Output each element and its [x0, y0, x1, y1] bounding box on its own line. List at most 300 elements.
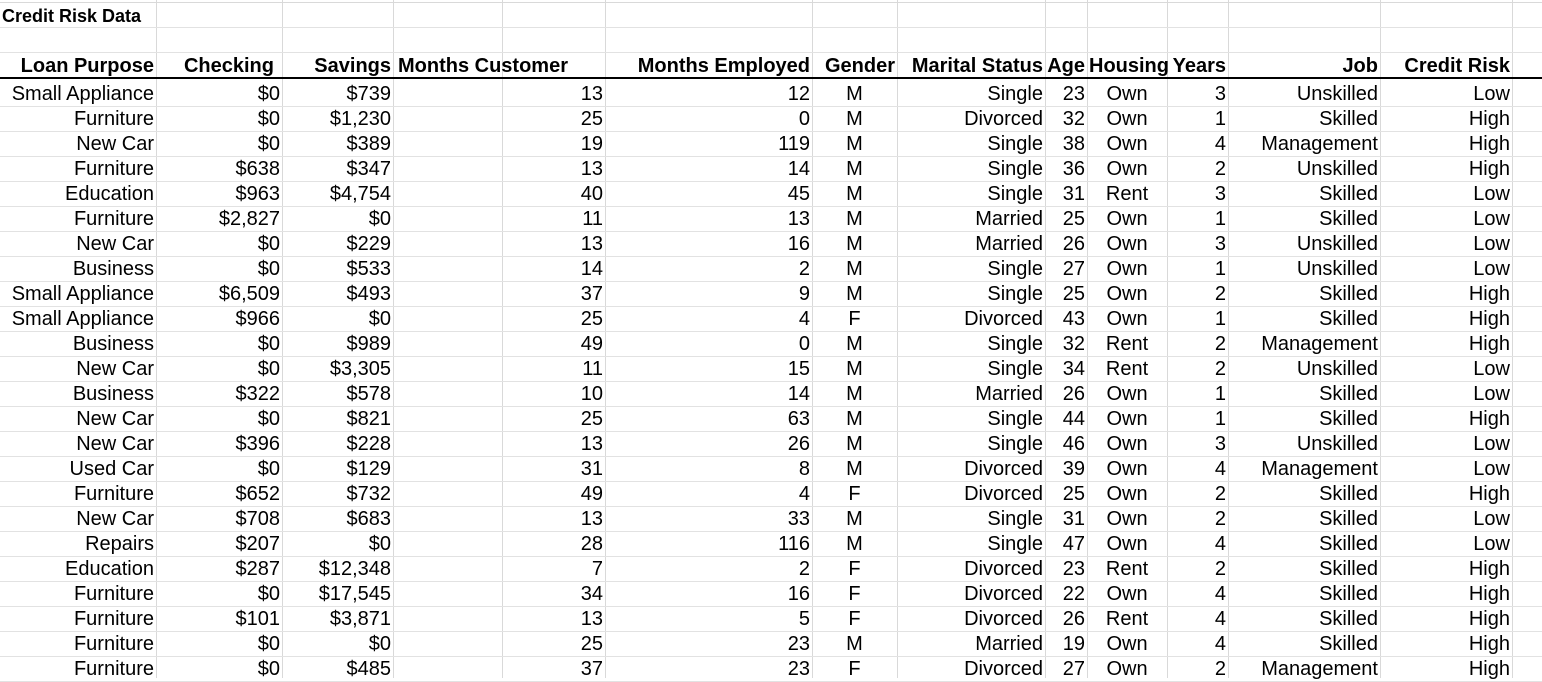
cell-housing[interactable]: Own: [1106, 633, 1148, 655]
cell-months-customer[interactable]: 13: [580, 433, 603, 455]
cell-months-customer[interactable]: 13: [580, 158, 603, 180]
cell-gender[interactable]: M: [846, 458, 863, 480]
cell-savings[interactable]: $12,348: [318, 558, 391, 580]
cell-job[interactable]: Skilled: [1319, 208, 1378, 230]
cell-credit-risk[interactable]: High: [1468, 158, 1510, 180]
cell-age[interactable]: 23: [1062, 558, 1085, 580]
cell-checking[interactable]: $0: [257, 83, 280, 105]
cell-years[interactable]: 4: [1214, 583, 1226, 605]
cell-housing[interactable]: Own: [1106, 283, 1148, 305]
cell-years[interactable]: 2: [1214, 508, 1226, 530]
cell-gender[interactable]: M: [846, 333, 863, 355]
cell-gender[interactable]: M: [846, 158, 863, 180]
cell-loan-purpose[interactable]: Education: [65, 183, 154, 205]
cell-credit-risk[interactable]: High: [1468, 633, 1510, 655]
cell-loan-purpose[interactable]: New Car: [76, 358, 154, 380]
cell-months-employed[interactable]: 14: [787, 383, 810, 405]
cell-housing[interactable]: Own: [1106, 308, 1148, 330]
cell-age[interactable]: 36: [1062, 158, 1085, 180]
cell-marital-status[interactable]: Married: [975, 383, 1043, 405]
cell-housing[interactable]: Own: [1106, 408, 1148, 430]
cell-savings[interactable]: $3,871: [329, 608, 391, 630]
cell-loan-purpose[interactable]: Furniture: [73, 108, 154, 130]
cell-months-employed[interactable]: 0: [798, 333, 810, 355]
cell-housing[interactable]: Rent: [1105, 608, 1149, 630]
cell-checking[interactable]: $322: [235, 383, 280, 405]
cell-years[interactable]: 2: [1214, 283, 1226, 305]
cell-housing[interactable]: Own: [1106, 258, 1148, 280]
header-years[interactable]: Years: [1172, 55, 1226, 77]
cell-savings[interactable]: $821: [346, 408, 391, 430]
cell-marital-status[interactable]: Divorced: [964, 558, 1043, 580]
cell-job[interactable]: Skilled: [1319, 558, 1378, 580]
cell-age[interactable]: 31: [1062, 508, 1085, 530]
cell-marital-status[interactable]: Single: [987, 158, 1043, 180]
header-housing[interactable]: Housing: [1089, 55, 1169, 77]
cell-years[interactable]: 4: [1214, 608, 1226, 630]
cell-marital-status[interactable]: Single: [987, 408, 1043, 430]
cell-loan-purpose[interactable]: Furniture: [73, 208, 154, 230]
cell-age[interactable]: 32: [1062, 333, 1085, 355]
cell-months-employed[interactable]: 2: [798, 558, 810, 580]
cell-credit-risk[interactable]: High: [1468, 558, 1510, 580]
cell-credit-risk[interactable]: Low: [1473, 83, 1510, 105]
cell-months-employed[interactable]: 5: [798, 608, 810, 630]
cell-age[interactable]: 47: [1062, 533, 1085, 555]
cell-housing[interactable]: Rent: [1105, 333, 1149, 355]
cell-marital-status[interactable]: Single: [987, 358, 1043, 380]
cell-marital-status[interactable]: Single: [987, 508, 1043, 530]
cell-gender[interactable]: M: [846, 133, 863, 155]
cell-checking[interactable]: $6,509: [218, 283, 280, 305]
cell-checking[interactable]: $0: [257, 333, 280, 355]
cell-credit-risk[interactable]: High: [1468, 333, 1510, 355]
cell-job[interactable]: Management: [1261, 333, 1378, 355]
cell-gender[interactable]: M: [846, 633, 863, 655]
header-checking[interactable]: Checking: [183, 55, 274, 77]
cell-months-employed[interactable]: 63: [787, 408, 810, 430]
cell-gender[interactable]: M: [846, 208, 863, 230]
cell-credit-risk[interactable]: High: [1468, 308, 1510, 330]
cell-job[interactable]: Skilled: [1319, 408, 1378, 430]
cell-gender[interactable]: M: [846, 108, 863, 130]
cell-months-employed[interactable]: 16: [787, 583, 810, 605]
cell-age[interactable]: 44: [1062, 408, 1085, 430]
cell-loan-purpose[interactable]: Furniture: [73, 583, 154, 605]
cell-savings[interactable]: $0: [368, 208, 391, 230]
cell-savings[interactable]: $129: [346, 458, 391, 480]
cell-months-employed[interactable]: 14: [787, 158, 810, 180]
cell-savings[interactable]: $229: [346, 233, 391, 255]
cell-months-employed[interactable]: 12: [787, 83, 810, 105]
cell-marital-status[interactable]: Married: [975, 233, 1043, 255]
cell-checking[interactable]: $0: [257, 233, 280, 255]
cell-years[interactable]: 1: [1214, 258, 1226, 280]
cell-age[interactable]: 25: [1062, 483, 1085, 505]
cell-credit-risk[interactable]: Low: [1473, 458, 1510, 480]
cell-years[interactable]: 4: [1214, 458, 1226, 480]
cell-savings[interactable]: $4,754: [329, 183, 391, 205]
cell-marital-status[interactable]: Single: [987, 83, 1043, 105]
cell-marital-status[interactable]: Divorced: [964, 308, 1043, 330]
cell-loan-purpose[interactable]: Education: [65, 558, 154, 580]
cell-checking[interactable]: $0: [257, 258, 280, 280]
cell-checking[interactable]: $0: [257, 658, 280, 680]
cell-housing[interactable]: Own: [1106, 583, 1148, 605]
cell-age[interactable]: 27: [1062, 658, 1085, 680]
cell-months-employed[interactable]: 16: [787, 233, 810, 255]
cell-credit-risk[interactable]: High: [1468, 583, 1510, 605]
cell-savings[interactable]: $683: [346, 508, 391, 530]
header-months-employed[interactable]: Months Employed: [637, 55, 810, 77]
header-savings[interactable]: Savings: [314, 55, 391, 77]
cell-job[interactable]: Skilled: [1319, 633, 1378, 655]
cell-credit-risk[interactable]: Low: [1473, 433, 1510, 455]
cell-job[interactable]: Skilled: [1319, 283, 1378, 305]
cell-marital-status[interactable]: Single: [987, 283, 1043, 305]
cell-loan-purpose[interactable]: Business: [72, 333, 154, 355]
cell-months-employed[interactable]: 15: [787, 358, 810, 380]
cell-months-customer[interactable]: 31: [580, 458, 603, 480]
cell-checking[interactable]: $0: [257, 108, 280, 130]
cell-age[interactable]: 22: [1062, 583, 1085, 605]
cell-marital-status[interactable]: Divorced: [964, 483, 1043, 505]
cell-loan-purpose[interactable]: Furniture: [73, 658, 154, 680]
cell-credit-risk[interactable]: High: [1468, 133, 1510, 155]
cell-credit-risk[interactable]: High: [1468, 483, 1510, 505]
cell-savings[interactable]: $347: [346, 158, 391, 180]
cell-credit-risk[interactable]: Low: [1473, 258, 1510, 280]
cell-credit-risk[interactable]: Low: [1473, 383, 1510, 405]
cell-loan-purpose[interactable]: New Car: [76, 233, 154, 255]
cell-checking[interactable]: $101: [235, 608, 280, 630]
header-gender[interactable]: Gender: [824, 55, 895, 77]
cell-credit-risk[interactable]: Low: [1473, 233, 1510, 255]
cell-marital-status[interactable]: Divorced: [964, 583, 1043, 605]
cell-loan-purpose[interactable]: Used Car: [69, 458, 154, 480]
cell-age[interactable]: 46: [1062, 433, 1085, 455]
cell-checking[interactable]: $638: [235, 158, 280, 180]
cell-checking[interactable]: $0: [257, 358, 280, 380]
cell-job[interactable]: Skilled: [1319, 583, 1378, 605]
cell-housing[interactable]: Rent: [1105, 183, 1149, 205]
cell-months-employed[interactable]: 116: [778, 533, 810, 555]
cell-marital-status[interactable]: Single: [987, 333, 1043, 355]
cell-savings[interactable]: $578: [346, 383, 391, 405]
cell-months-employed[interactable]: 9: [798, 283, 810, 305]
cell-job[interactable]: Unskilled: [1296, 258, 1378, 280]
cell-housing[interactable]: Own: [1106, 133, 1148, 155]
cell-age[interactable]: 26: [1062, 383, 1085, 405]
cell-loan-purpose[interactable]: Furniture: [73, 483, 154, 505]
cell-months-customer[interactable]: 25: [580, 408, 603, 430]
cell-savings[interactable]: $3,305: [329, 358, 391, 380]
cell-months-customer[interactable]: 7: [591, 558, 603, 580]
cell-credit-risk[interactable]: High: [1468, 658, 1510, 680]
cell-job[interactable]: Management: [1261, 133, 1378, 155]
cell-marital-status[interactable]: Single: [987, 183, 1043, 205]
cell-checking[interactable]: $287: [235, 558, 280, 580]
cell-months-employed[interactable]: 13: [787, 208, 810, 230]
cell-months-customer[interactable]: 13: [580, 233, 603, 255]
cell-checking[interactable]: $396: [235, 433, 280, 455]
cell-months-customer[interactable]: 49: [580, 333, 603, 355]
cell-checking[interactable]: $966: [235, 308, 280, 330]
cell-credit-risk[interactable]: Low: [1473, 358, 1510, 380]
cell-checking[interactable]: $0: [257, 133, 280, 155]
cell-marital-status[interactable]: Single: [987, 258, 1043, 280]
cell-savings[interactable]: $0: [368, 533, 391, 555]
cell-job[interactable]: Skilled: [1319, 508, 1378, 530]
sheet-title[interactable]: Credit Risk Data: [2, 6, 142, 26]
cell-gender[interactable]: F: [848, 308, 861, 330]
cell-months-employed[interactable]: 2: [798, 258, 810, 280]
cell-checking[interactable]: $652: [235, 483, 280, 505]
cell-years[interactable]: 4: [1214, 633, 1226, 655]
cell-years[interactable]: 2: [1214, 358, 1226, 380]
cell-years[interactable]: 2: [1214, 333, 1226, 355]
cell-years[interactable]: 2: [1214, 483, 1226, 505]
cell-years[interactable]: 2: [1214, 158, 1226, 180]
cell-loan-purpose[interactable]: Furniture: [73, 633, 154, 655]
cell-gender[interactable]: M: [846, 508, 863, 530]
cell-gender[interactable]: M: [846, 283, 863, 305]
cell-job[interactable]: Skilled: [1319, 108, 1378, 130]
cell-gender[interactable]: M: [846, 83, 863, 105]
cell-months-employed[interactable]: 26: [787, 433, 810, 455]
cell-marital-status[interactable]: Married: [975, 208, 1043, 230]
cell-years[interactable]: 2: [1214, 658, 1226, 680]
cell-housing[interactable]: Own: [1106, 158, 1148, 180]
cell-marital-status[interactable]: Divorced: [964, 658, 1043, 680]
cell-marital-status[interactable]: Divorced: [964, 108, 1043, 130]
cell-housing[interactable]: Own: [1106, 433, 1148, 455]
cell-loan-purpose[interactable]: New Car: [76, 508, 154, 530]
cell-checking[interactable]: $207: [235, 533, 280, 555]
cell-loan-purpose[interactable]: Business: [72, 258, 154, 280]
cell-months-customer[interactable]: 13: [580, 83, 603, 105]
cell-housing[interactable]: Own: [1106, 108, 1148, 130]
cell-housing[interactable]: Own: [1106, 533, 1148, 555]
cell-months-customer[interactable]: 37: [580, 658, 603, 680]
cell-housing[interactable]: Own: [1106, 208, 1148, 230]
cell-months-customer[interactable]: 13: [580, 508, 603, 530]
cell-savings[interactable]: $493: [346, 283, 391, 305]
cell-marital-status[interactable]: Single: [987, 433, 1043, 455]
cell-job[interactable]: Management: [1261, 658, 1378, 680]
cell-age[interactable]: 25: [1062, 283, 1085, 305]
cell-years[interactable]: 4: [1214, 133, 1226, 155]
cell-credit-risk[interactable]: High: [1468, 283, 1510, 305]
cell-credit-risk[interactable]: Low: [1473, 533, 1510, 555]
cell-age[interactable]: 25: [1062, 208, 1085, 230]
cell-months-employed[interactable]: 23: [787, 633, 810, 655]
cell-loan-purpose[interactable]: Furniture: [73, 608, 154, 630]
header-marital-status[interactable]: Marital Status: [911, 55, 1043, 77]
cell-months-customer[interactable]: 19: [580, 133, 603, 155]
cell-gender[interactable]: M: [846, 533, 863, 555]
cell-months-employed[interactable]: 33: [787, 508, 810, 530]
cell-job[interactable]: Unskilled: [1296, 83, 1378, 105]
cell-years[interactable]: 3: [1214, 83, 1226, 105]
cell-credit-risk[interactable]: High: [1468, 408, 1510, 430]
cell-gender[interactable]: M: [846, 358, 863, 380]
cell-age[interactable]: 31: [1062, 183, 1085, 205]
cell-years[interactable]: 3: [1214, 183, 1226, 205]
cell-credit-risk[interactable]: High: [1468, 608, 1510, 630]
cell-gender[interactable]: F: [848, 558, 861, 580]
cell-housing[interactable]: Rent: [1105, 558, 1149, 580]
cell-savings[interactable]: $739: [346, 83, 391, 105]
cell-months-customer[interactable]: 37: [580, 283, 603, 305]
cell-credit-risk[interactable]: Low: [1473, 208, 1510, 230]
cell-loan-purpose[interactable]: New Car: [76, 433, 154, 455]
cell-months-customer[interactable]: 49: [580, 483, 603, 505]
cell-loan-purpose[interactable]: Business: [72, 383, 154, 405]
cell-housing[interactable]: Own: [1106, 458, 1148, 480]
cell-gender[interactable]: M: [846, 383, 863, 405]
cell-months-customer[interactable]: 25: [580, 108, 603, 130]
cell-months-employed[interactable]: 45: [787, 183, 810, 205]
cell-savings[interactable]: $533: [346, 258, 391, 280]
cell-job[interactable]: Skilled: [1319, 183, 1378, 205]
cell-credit-risk[interactable]: Low: [1473, 183, 1510, 205]
cell-years[interactable]: 2: [1214, 558, 1226, 580]
cell-loan-purpose[interactable]: New Car: [76, 133, 154, 155]
cell-credit-risk[interactable]: Low: [1473, 508, 1510, 530]
cell-job[interactable]: Skilled: [1319, 608, 1378, 630]
cell-age[interactable]: 26: [1062, 608, 1085, 630]
cell-years[interactable]: 3: [1214, 233, 1226, 255]
cell-years[interactable]: 1: [1214, 208, 1226, 230]
cell-years[interactable]: 1: [1214, 308, 1226, 330]
cell-years[interactable]: 1: [1214, 108, 1226, 130]
cell-gender[interactable]: F: [848, 608, 861, 630]
cell-housing[interactable]: Own: [1106, 658, 1148, 680]
header-loan-purpose[interactable]: Loan Purpose: [20, 55, 154, 77]
cell-months-employed[interactable]: 23: [787, 658, 810, 680]
cell-checking[interactable]: $0: [257, 408, 280, 430]
cell-age[interactable]: 38: [1062, 133, 1085, 155]
cell-job[interactable]: Management: [1261, 458, 1378, 480]
cell-marital-status[interactable]: Divorced: [964, 608, 1043, 630]
cell-housing[interactable]: Own: [1106, 508, 1148, 530]
cell-savings[interactable]: $17,545: [318, 583, 391, 605]
cell-months-customer[interactable]: 11: [582, 208, 603, 230]
cell-years[interactable]: 4: [1214, 533, 1226, 555]
cell-months-employed[interactable]: 8: [798, 458, 810, 480]
cell-savings[interactable]: $732: [346, 483, 391, 505]
cell-savings[interactable]: $0: [368, 633, 391, 655]
cell-age[interactable]: 43: [1062, 308, 1085, 330]
cell-months-employed[interactable]: 4: [798, 483, 810, 505]
cell-loan-purpose[interactable]: Small Appliance: [11, 283, 154, 305]
cell-loan-purpose[interactable]: Repairs: [85, 533, 154, 555]
cell-gender[interactable]: F: [848, 583, 861, 605]
cell-job[interactable]: Skilled: [1319, 308, 1378, 330]
cell-gender[interactable]: F: [848, 483, 861, 505]
cell-months-customer[interactable]: 13: [580, 608, 603, 630]
cell-job[interactable]: Unskilled: [1296, 433, 1378, 455]
cell-job[interactable]: Skilled: [1319, 383, 1378, 405]
cell-gender[interactable]: M: [846, 433, 863, 455]
cell-marital-status[interactable]: Married: [975, 633, 1043, 655]
cell-checking[interactable]: $2,827: [218, 208, 280, 230]
cell-gender[interactable]: M: [846, 408, 863, 430]
cell-savings[interactable]: $989: [346, 333, 391, 355]
cell-months-customer[interactable]: 34: [580, 583, 603, 605]
cell-loan-purpose[interactable]: Small Appliance: [11, 83, 154, 105]
cell-housing[interactable]: Own: [1106, 483, 1148, 505]
header-credit-risk[interactable]: Credit Risk: [1404, 55, 1510, 77]
cell-years[interactable]: 1: [1214, 383, 1226, 405]
cell-housing[interactable]: Rent: [1105, 358, 1149, 380]
cell-job[interactable]: Skilled: [1319, 483, 1378, 505]
cell-age[interactable]: 34: [1062, 358, 1085, 380]
cell-marital-status[interactable]: Single: [987, 133, 1043, 155]
cell-checking[interactable]: $0: [257, 633, 280, 655]
cell-checking[interactable]: $0: [257, 458, 280, 480]
cell-age[interactable]: 27: [1062, 258, 1085, 280]
cell-months-customer[interactable]: 25: [580, 308, 603, 330]
cell-months-customer[interactable]: 28: [580, 533, 603, 555]
cell-months-customer[interactable]: 10: [580, 383, 603, 405]
cell-age[interactable]: 26: [1062, 233, 1085, 255]
cell-housing[interactable]: Own: [1106, 383, 1148, 405]
cell-age[interactable]: 39: [1062, 458, 1085, 480]
cell-age[interactable]: 19: [1062, 633, 1085, 655]
cell-savings[interactable]: $485: [346, 658, 391, 680]
cell-months-employed[interactable]: 4: [798, 308, 810, 330]
header-job[interactable]: Job: [1342, 55, 1378, 77]
cell-loan-purpose[interactable]: Furniture: [73, 158, 154, 180]
cell-housing[interactable]: Own: [1106, 233, 1148, 255]
cell-years[interactable]: 1: [1214, 408, 1226, 430]
cell-age[interactable]: 23: [1062, 83, 1085, 105]
cell-gender[interactable]: F: [848, 658, 861, 680]
cell-checking[interactable]: $0: [257, 583, 280, 605]
cell-job[interactable]: Unskilled: [1296, 358, 1378, 380]
cell-savings[interactable]: $389: [346, 133, 391, 155]
cell-savings[interactable]: $0: [368, 308, 391, 330]
cell-months-customer[interactable]: 25: [580, 633, 603, 655]
cell-marital-status[interactable]: Single: [987, 533, 1043, 555]
cell-gender[interactable]: M: [846, 183, 863, 205]
cell-credit-risk[interactable]: High: [1468, 108, 1510, 130]
header-months-customer[interactable]: Months Customer: [398, 55, 568, 77]
cell-job[interactable]: Unskilled: [1296, 158, 1378, 180]
cell-months-customer[interactable]: 11: [582, 358, 603, 380]
cell-marital-status[interactable]: Divorced: [964, 458, 1043, 480]
cell-years[interactable]: 3: [1214, 433, 1226, 455]
cell-months-employed[interactable]: 119: [778, 133, 810, 155]
cell-loan-purpose[interactable]: New Car: [76, 408, 154, 430]
cell-gender[interactable]: M: [846, 258, 863, 280]
cell-months-customer[interactable]: 40: [580, 183, 603, 205]
cell-savings[interactable]: $1,230: [329, 108, 391, 130]
header-age[interactable]: Age: [1047, 55, 1085, 77]
cell-months-customer[interactable]: 14: [580, 258, 603, 280]
cell-age[interactable]: 32: [1062, 108, 1085, 130]
cell-job[interactable]: Skilled: [1319, 533, 1378, 555]
cell-gender[interactable]: M: [846, 233, 863, 255]
cell-housing[interactable]: Own: [1106, 83, 1148, 105]
cell-checking[interactable]: $963: [235, 183, 280, 205]
cell-savings[interactable]: $228: [346, 433, 391, 455]
cell-job[interactable]: Unskilled: [1296, 233, 1378, 255]
cell-months-employed[interactable]: 0: [798, 108, 810, 130]
cell-checking[interactable]: $708: [235, 508, 280, 530]
